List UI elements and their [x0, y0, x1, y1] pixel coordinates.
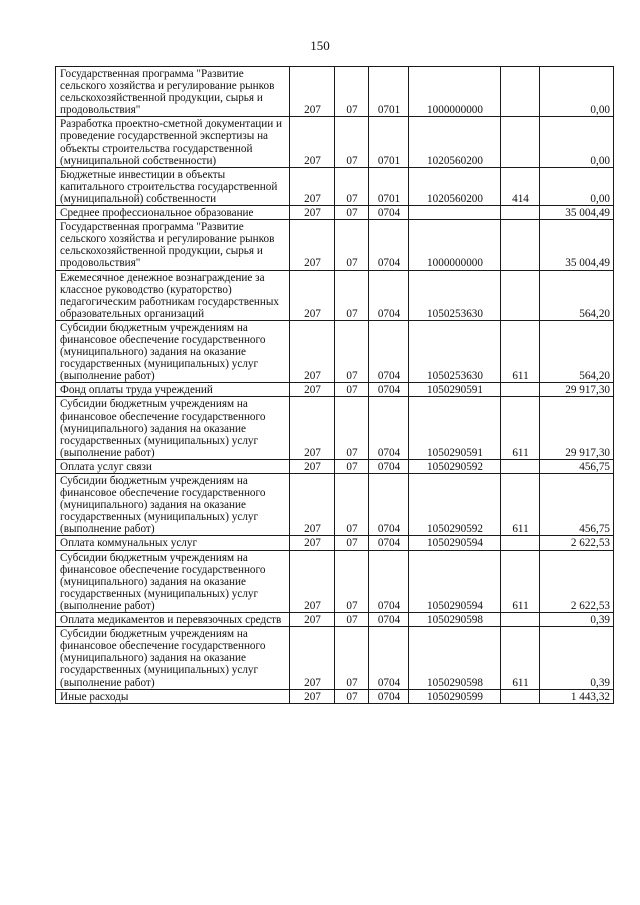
subsection-code-cell: 0704	[369, 474, 409, 536]
target-article-code-cell: 1050290592	[409, 474, 501, 536]
amount-cell: 564,20	[540, 270, 614, 320]
section-code-cell: 07	[335, 459, 369, 473]
section-code-cell: 07	[335, 383, 369, 397]
amount-cell: 0,00	[540, 167, 614, 205]
expense-type-code-cell: 611	[501, 550, 540, 612]
section-code-cell: 07	[335, 550, 369, 612]
amount-cell: 2 622,53	[540, 550, 614, 612]
subsection-code-cell: 0704	[369, 320, 409, 382]
table-row	[56, 536, 614, 550]
department-code-cell: 207	[290, 206, 335, 220]
department-code-cell: 207	[290, 536, 335, 550]
department-code-cell: 207	[290, 220, 335, 270]
section-code-cell: 07	[335, 206, 369, 220]
expense-type-code-cell: 611	[501, 320, 540, 382]
department-code-cell: 207	[290, 167, 335, 205]
section-code-cell: 07	[335, 320, 369, 382]
table-row	[56, 689, 614, 703]
subsection-code-cell: 0701	[369, 117, 409, 167]
row-name-cell: Государственная программа "Развитие сельского хозяйства и регулирование рынков сельскохозяйственной продукции, сырья и продовольствия"	[56, 220, 290, 270]
amount-cell: 29 917,30	[540, 383, 614, 397]
row-name-cell: Бюджетные инвестиции в объекты капитального строительства государственной (муниципальной) собственности	[56, 167, 290, 205]
table-row	[56, 397, 614, 459]
amount-cell: 456,75	[540, 474, 614, 536]
budget-table	[55, 66, 614, 704]
expense-type-code-cell: 611	[501, 627, 540, 689]
target-article-code-cell: 1050290591	[409, 397, 501, 459]
row-name-cell: Субсидии бюджетным учреждениям на финансовое обеспечение государственного (муниципального) задания на оказание государственных (муниципальных) услуг (выполнение работ)	[56, 320, 290, 382]
row-name-cell: Субсидии бюджетным учреждениям на финансовое обеспечение государственного (муниципального) задания на оказание государственных (муниципальных) услуг (выполнение работ)	[56, 627, 290, 689]
section-code-cell: 07	[335, 536, 369, 550]
section-code-cell: 07	[335, 397, 369, 459]
row-name-cell: Государственная программа "Развитие сельского хозяйства и регулирование рынков сельскохозяйственной продукции, сырья и продовольствия"	[56, 67, 290, 117]
page-number: 150	[310, 38, 330, 53]
section-code-cell: 07	[335, 67, 369, 117]
expense-type-code-cell	[501, 206, 540, 220]
target-article-code-cell: 1020560200	[409, 117, 501, 167]
table-row	[56, 167, 614, 205]
target-article-code-cell: 1050290598	[409, 627, 501, 689]
section-code-cell: 07	[335, 627, 369, 689]
target-article-code-cell: 1000000000	[409, 67, 501, 117]
target-article-code-cell: 1020560200	[409, 167, 501, 205]
section-code-cell: 07	[335, 613, 369, 627]
section-code-cell: 07	[335, 689, 369, 703]
subsection-code-cell: 0701	[369, 167, 409, 205]
section-code-cell: 07	[335, 270, 369, 320]
section-code-cell: 07	[335, 474, 369, 536]
department-code-cell: 207	[290, 689, 335, 703]
target-article-code-cell: 1050290591	[409, 383, 501, 397]
subsection-code-cell: 0704	[369, 206, 409, 220]
amount-cell: 29 917,30	[540, 397, 614, 459]
row-name-cell: Среднее профессиональное образование	[56, 206, 290, 220]
department-code-cell: 207	[290, 117, 335, 167]
expense-type-code-cell	[501, 459, 540, 473]
expense-type-code-cell	[501, 536, 540, 550]
department-code-cell: 207	[290, 627, 335, 689]
target-article-code-cell: 1050290599	[409, 689, 501, 703]
table-row	[56, 220, 614, 270]
row-name-cell: Оплата медикаментов и перевязочных средств	[56, 613, 290, 627]
table-row	[56, 550, 614, 612]
amount-cell: 564,20	[540, 320, 614, 382]
department-code-cell: 207	[290, 474, 335, 536]
expense-type-code-cell: 414	[501, 167, 540, 205]
table-row	[56, 270, 614, 320]
department-code-cell: 207	[290, 613, 335, 627]
subsection-code-cell: 0701	[369, 67, 409, 117]
target-article-code-cell: 1050253630	[409, 320, 501, 382]
amount-cell: 0,39	[540, 627, 614, 689]
target-article-code-cell: 1050290594	[409, 550, 501, 612]
section-code-cell: 07	[335, 117, 369, 167]
subsection-code-cell: 0704	[369, 627, 409, 689]
target-article-code-cell: 1000000000	[409, 220, 501, 270]
target-article-code-cell: 1050290594	[409, 536, 501, 550]
target-article-code-cell: 1050253630	[409, 270, 501, 320]
amount-cell: 0,39	[540, 613, 614, 627]
table-row	[56, 206, 614, 220]
row-name-cell: Фонд оплаты труда учреждений	[56, 383, 290, 397]
amount-cell: 2 622,53	[540, 536, 614, 550]
department-code-cell: 207	[290, 550, 335, 612]
expense-type-code-cell	[501, 689, 540, 703]
table-row	[56, 320, 614, 382]
expense-type-code-cell	[501, 613, 540, 627]
subsection-code-cell: 0704	[369, 220, 409, 270]
row-name-cell: Субсидии бюджетным учреждениям на финансовое обеспечение государственного (муниципального) задания на оказание государственных (муниципальных) услуг (выполнение работ)	[56, 550, 290, 612]
subsection-code-cell: 0704	[369, 383, 409, 397]
row-name-cell: Субсидии бюджетным учреждениям на финансовое обеспечение государственного (муниципального) задания на оказание государственных (муниципальных) услуг (выполнение работ)	[56, 474, 290, 536]
amount-cell: 1 443,32	[540, 689, 614, 703]
subsection-code-cell: 0704	[369, 613, 409, 627]
subsection-code-cell: 0704	[369, 550, 409, 612]
row-name-cell: Оплата услуг связи	[56, 459, 290, 473]
expense-type-code-cell: 611	[501, 397, 540, 459]
row-name-cell: Ежемесячное денежное вознаграждение за классное руководство (кураторство) педагогическим работникам государственных образовательных организаций	[56, 270, 290, 320]
table-row	[56, 459, 614, 473]
department-code-cell: 207	[290, 459, 335, 473]
section-code-cell: 07	[335, 167, 369, 205]
table-row	[56, 67, 614, 117]
expense-type-code-cell	[501, 117, 540, 167]
department-code-cell: 207	[290, 383, 335, 397]
subsection-code-cell: 0704	[369, 459, 409, 473]
row-name-cell: Иные расходы	[56, 689, 290, 703]
subsection-code-cell: 0704	[369, 270, 409, 320]
section-code-cell: 07	[335, 220, 369, 270]
expense-type-code-cell	[501, 67, 540, 117]
target-article-code-cell: 1050290598	[409, 613, 501, 627]
target-article-code-cell	[409, 206, 501, 220]
department-code-cell: 207	[290, 397, 335, 459]
target-article-code-cell: 1050290592	[409, 459, 501, 473]
table-row	[56, 117, 614, 167]
amount-cell: 35 004,49	[540, 220, 614, 270]
table-row	[56, 383, 614, 397]
amount-cell: 0,00	[540, 117, 614, 167]
amount-cell: 456,75	[540, 459, 614, 473]
expense-type-code-cell	[501, 270, 540, 320]
expense-type-code-cell: 611	[501, 474, 540, 536]
department-code-cell: 207	[290, 320, 335, 382]
amount-cell: 0,00	[540, 67, 614, 117]
row-name-cell: Оплата коммунальных услуг	[56, 536, 290, 550]
subsection-code-cell: 0704	[369, 397, 409, 459]
subsection-code-cell: 0704	[369, 689, 409, 703]
budget-table-body	[56, 67, 614, 704]
department-code-cell: 207	[290, 270, 335, 320]
expense-type-code-cell	[501, 220, 540, 270]
expense-type-code-cell	[501, 383, 540, 397]
row-name-cell: Разработка проектно-сметной документации и проведение государственной экспертизы на объекты строительства государственной (муниципальной собственности)	[56, 117, 290, 167]
table-row	[56, 474, 614, 536]
department-code-cell: 207	[290, 67, 335, 117]
row-name-cell: Субсидии бюджетным учреждениям на финансовое обеспечение государственного (муниципального) задания на оказание государственных (муниципальных) услуг (выполнение работ)	[56, 397, 290, 459]
subsection-code-cell: 0704	[369, 536, 409, 550]
amount-cell: 35 004,49	[540, 206, 614, 220]
table-row	[56, 613, 614, 627]
table-row	[56, 627, 614, 689]
